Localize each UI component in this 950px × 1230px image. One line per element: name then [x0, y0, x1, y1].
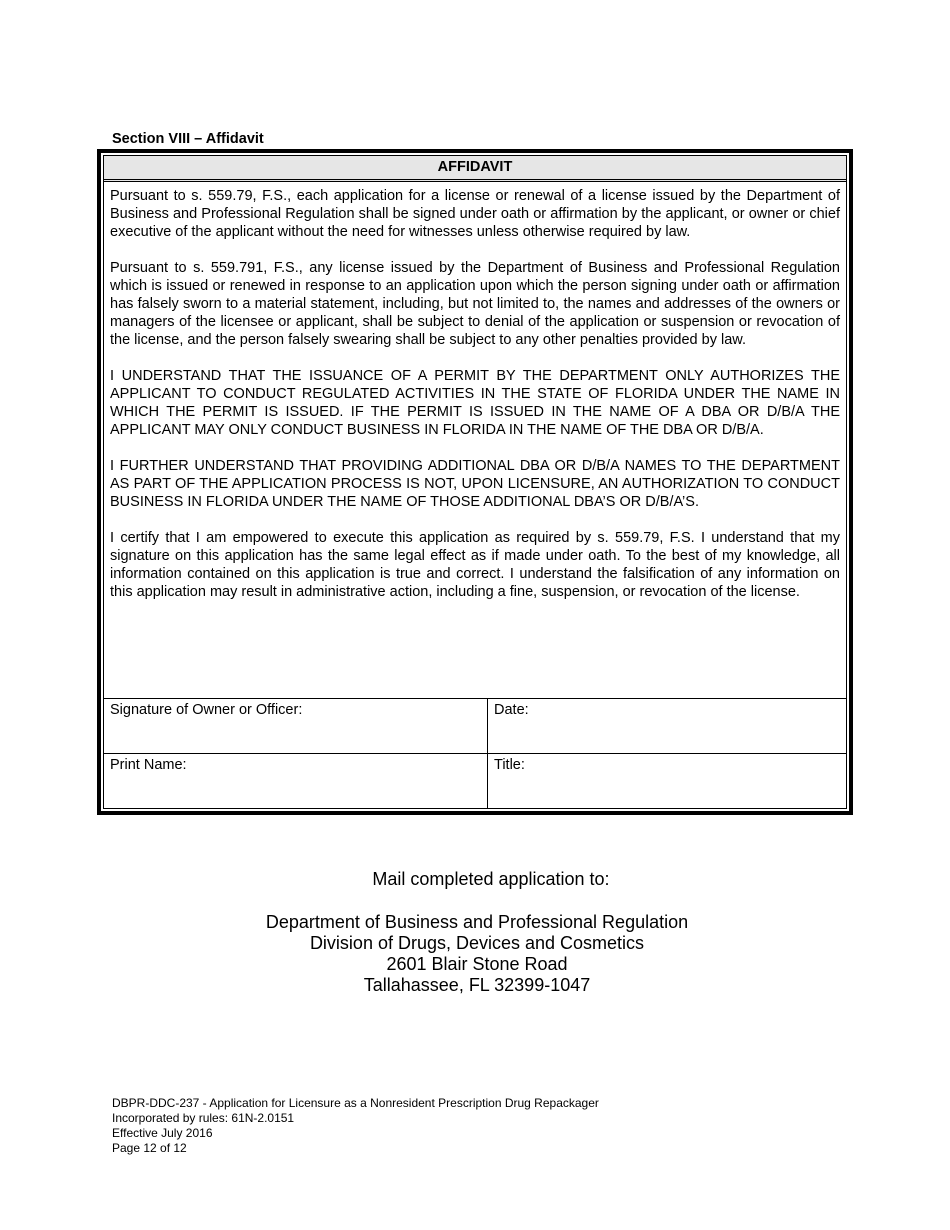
mail-city: Tallahassee, FL 32399-1047 [363, 975, 591, 995]
date-label: Date: [494, 702, 529, 718]
mail-heading: Mail completed application to: [372, 869, 610, 889]
affidavit-paragraph: Pursuant to s. 559.79, F.S., each application for a license or renewal of a license issued by the Department of Business and Professional Regulation shall be signed under oath or affirmation by the applicant, or owner or chief executive of the applicant without the need for witnesses unless otherwise required by law. [110, 188, 840, 240]
section-title: Section VIII – Affidavit [112, 131, 264, 147]
signature-table [104, 698, 846, 808]
signature-field[interactable] [104, 699, 488, 753]
title-label: Title: [494, 757, 525, 773]
mail-division: Division of Drugs, Devices and Cosmetics [309, 933, 645, 953]
affidavit-box [97, 149, 853, 815]
signature-label: Signature of Owner or Officer: [110, 702, 303, 718]
affidavit-paragraph: Pursuant to s. 559.791, F.S., any license issued by the Department of Business and Professional Regulation which is issued or renewed in response to an application upon which the person signing under oath or affirmation has falsely sworn to a material statement, including, but not limited to, the names and addresses of the owners or managers of the licensee or applicant, shall be subject to denial of the application or suspension or revocation of the license, and the person falsely swearing shall be subject to any other penalties provided by law. [110, 260, 840, 348]
title-field[interactable] [488, 754, 846, 808]
page-footer [112, 1096, 599, 1156]
affidavit-paragraph: I FURTHER UNDERSTAND THAT PROVIDING ADDITIONAL DBA OR D/B/A NAMES TO THE DEPARTMENT AS PART OF THE APPLICATION PROCESS IS NOT, UPON LICENSURE, AN AUTHORIZATION TO CONDUCT BUSINESS IN FLORIDA UNDER THE NAME OF THOSE ADDITIONAL DBA’S OR D/B/A’S. [110, 458, 840, 510]
footer-page: Page 12 of 12 [112, 1141, 187, 1155]
affidavit-paragraph: I UNDERSTAND THAT THE ISSUANCE OF A PERMIT BY THE DEPARTMENT ONLY AUTHORIZES THE APPLICANT TO CONDUCT REGULATED ACTIVITIES IN THE STATE OF FLORIDA UNDER THE NAME IN WHICH THE PERMIT IS ISSUED. IF THE PERMIT IS ISSUED IN THE NAME OF A DBA OR D/B/A THE APPLICANT MAY ONLY CONDUCT BUSINESS IN FLORIDA IN THE NAME OF THE DBA OR D/B/A. [110, 368, 840, 438]
footer-form: DBPR-DDC-237 - Application for Licensure as a Nonresident Prescription Drug Repackager [112, 1096, 599, 1110]
affidavit-header: AFFIDAVIT [104, 156, 846, 182]
print-name-label: Print Name: [110, 757, 187, 773]
affidavit-body [104, 182, 846, 695]
mail-department: Department of Business and Professional Regulation [265, 912, 689, 932]
affidavit-paragraph: I certify that I am empowered to execute this application as required by s. 559.79, F.S. I understand that my signature on this application has the same legal effect as if made under oath. To the best of my knowledge, all information contained on this application is true and correct. I understand the falsification of any information on this application may result in administrative action, including a fine, suspension, or revocation of the license. [110, 530, 840, 600]
mail-address [2, 912, 950, 996]
mail-street: 2601 Blair Stone Road [386, 954, 568, 974]
signature-row [104, 699, 846, 753]
footer-rules: Incorporated by rules: 61N-2.0151 [112, 1111, 295, 1125]
print-name-row [104, 753, 846, 808]
affidavit-frame [103, 155, 847, 809]
date-field[interactable] [488, 699, 846, 753]
print-name-field[interactable] [104, 754, 488, 808]
footer-effective: Effective July 2016 [112, 1126, 213, 1140]
